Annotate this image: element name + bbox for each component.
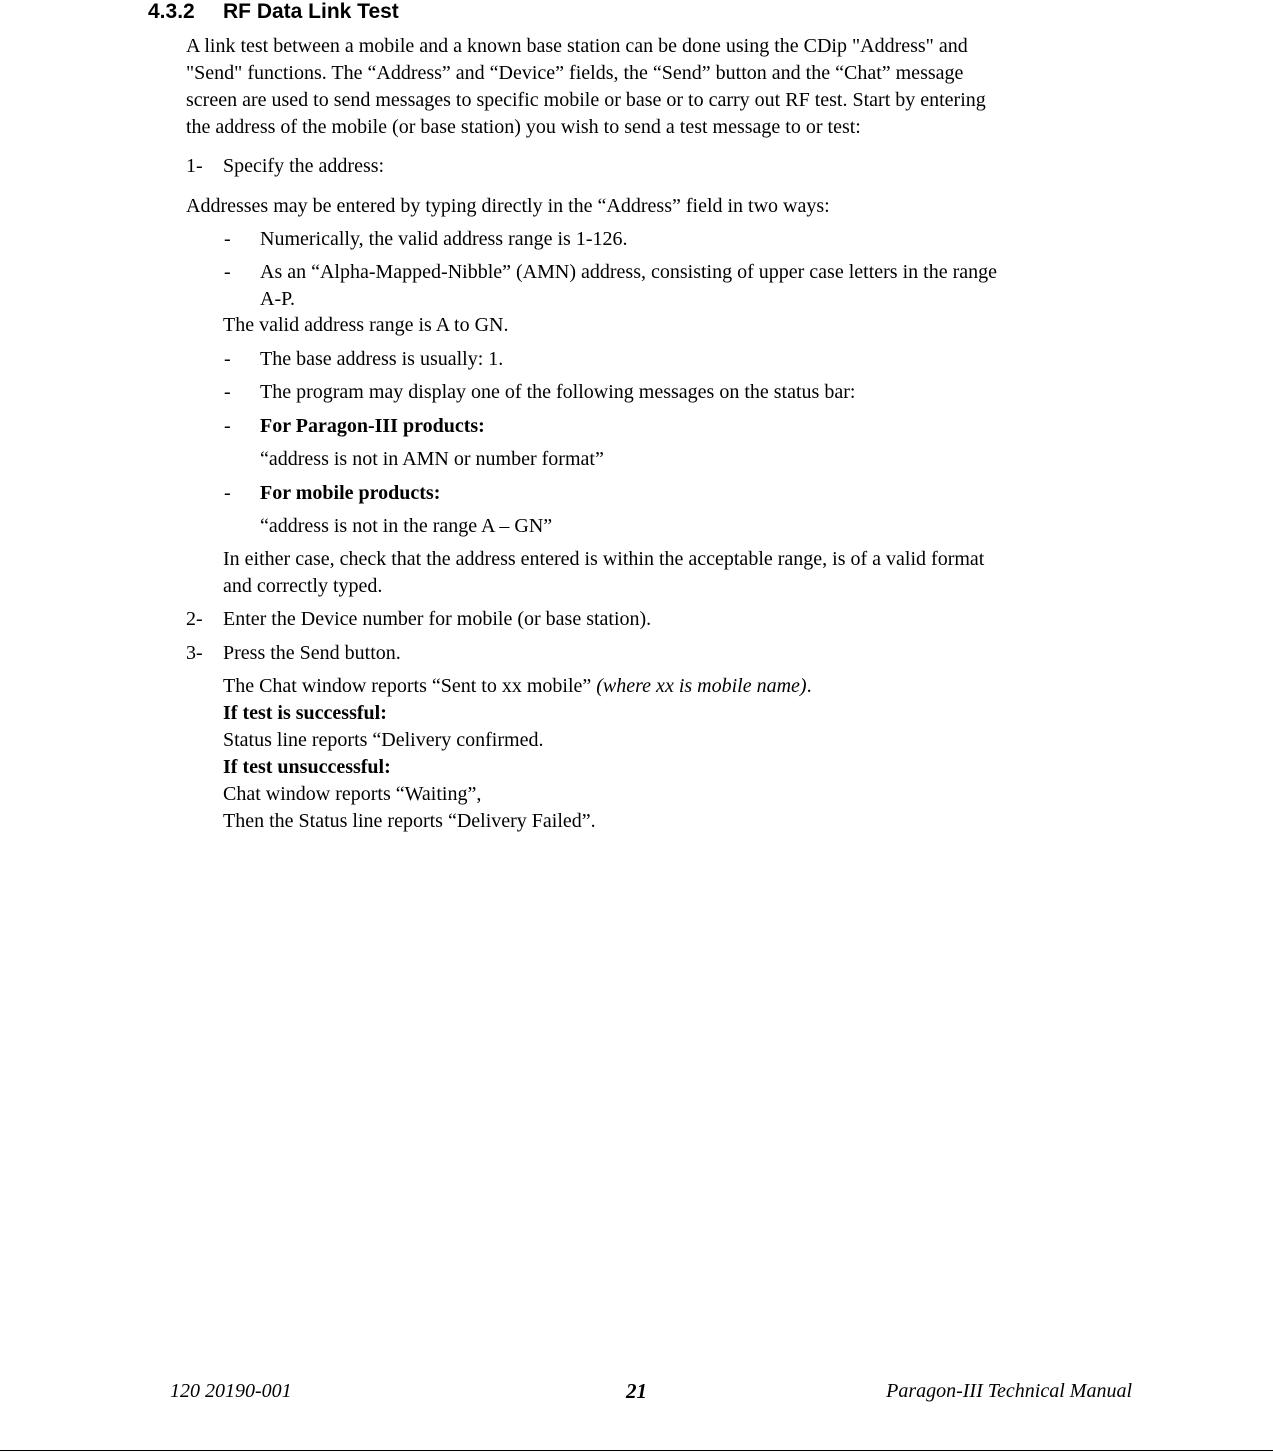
footer-page-number: 21 [626,1379,647,1403]
addresses-intro: Addresses may be entered by typing directly in the “Address” field in two ways: [186,195,830,217]
success-text: Status line reports “Delivery confirmed. [223,729,544,751]
section-number: 4.3.2 [148,0,195,23]
bullet-amn: As an “Alpha-Mapped-Nibble” (AMN) address, consisting of upper case letters in the range [260,261,997,283]
step-3-marker: 3- [186,642,203,664]
failure-line-1: Chat window reports “Waiting”, [223,783,482,805]
step-2-marker: 2- [186,608,203,630]
intro-line-4: the address of the mobile (or base station) you wish to send a test message to or test: [186,116,861,138]
step-1-text: Specify the address: [223,155,385,177]
bullet-marker: - [224,381,231,403]
either-case-line-1: In either case, check that the address entered is within the acceptable range, is of a valid format [223,548,985,570]
bullet-base-address: The base address is usually: 1. [260,348,504,370]
valid-range-text: The valid address range is A to GN. [223,314,509,336]
bullet-marker: - [224,261,231,283]
bullet-status-bar: The program may display one of the following messages on the status bar: [260,381,856,403]
bullet-marker: - [224,415,231,437]
chat-report-line [223,673,812,700]
bullet-marker: - [224,228,231,250]
bullet-marker: - [224,348,231,370]
section-heading [148,0,399,24]
failure-line-2: Then the Status line reports “Delivery Failed”. [223,810,596,832]
chat-report-italic: (where xx is mobile name) [596,675,807,697]
intro-line-2: "Send" functions. The “Address” and “Device” fields, the “Send” button and the “Chat” message [186,62,964,84]
footer-manual-title: Paragon-III Technical Manual [886,1380,1132,1402]
chat-report-end: . [806,675,812,697]
bullet-amn-cont: A-P. [260,288,296,310]
intro-line-3: screen are used to send messages to specific mobile or base or to carry out RF test. Start by entering [186,89,986,111]
step-2-text: Enter the Device number for mobile (or base station). [223,608,652,630]
intro-line-1: A link test between a mobile and a known base station can be done using the CDip "Address" and [186,35,968,57]
step-1-marker: 1- [186,155,203,177]
footer-rule [0,1450,1273,1451]
success-label: If test is successful: [223,702,387,724]
paragon-label: For Paragon-III products: [260,415,485,437]
failure-label: If test unsuccessful: [223,756,391,778]
paragon-message: “address is not in AMN or number format” [260,448,604,470]
mobile-label: For mobile products: [260,482,441,504]
footer-doc-number: 120 20190-001 [170,1380,292,1402]
bullet-numeric: Numerically, the valid address range is 1-126. [260,228,628,250]
chat-report-text: The Chat window reports “Sent to xx mobile” [223,675,597,697]
step-3-text: Press the Send button. [223,642,401,664]
section-title: RF Data Link Test [223,0,399,23]
bullet-marker: - [224,482,231,504]
either-case-line-2: and correctly typed. [223,575,383,597]
mobile-message: “address is not in the range A – GN” [260,515,553,537]
